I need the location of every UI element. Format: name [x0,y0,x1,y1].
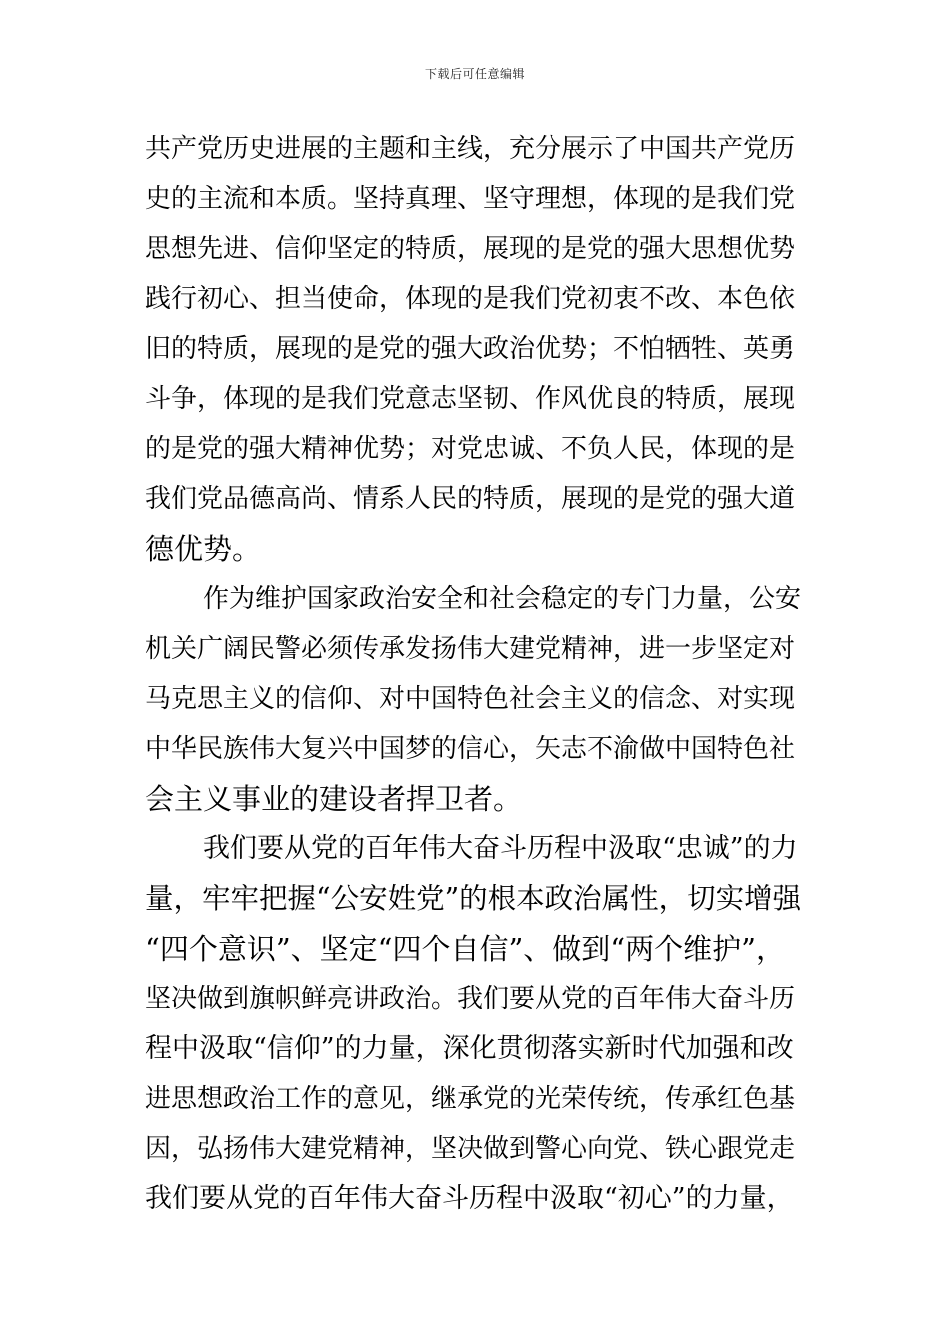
page-header: 下载后可任意编辑 [424,67,525,81]
body-text-line: 量，牢牢把握“公安姓党”的根本政治属性，切实增强 [145,882,802,915]
body-text-line: 史的主流和本质。坚持真理、坚守理想，体现的是我们党 [145,184,796,214]
body-text-line: 旧的特质，展现的是党的强大政治优势；不怕牺牲、英勇 [145,334,796,364]
body-text-line: 的是党的强大精神优势；对党忠诚、不负人民，体现的是 [145,434,796,464]
body-text-line: 因，弘扬伟大建党精神，坚决做到警心向党、铁心跟党走 [145,1134,796,1164]
body-text-line: 斗争，体现的是我们党意志坚韧、作风优良的特质，展现 [145,384,796,414]
body-text-line: 我们要从党的百年伟大奋斗历程中汲取“忠诚”的力 [203,833,798,864]
body-text-line: 程中汲取“信仰”的力量，深化贯彻落实新时代加强和改 [145,1033,794,1064]
body-text-line: 思想先进、信仰坚定的特质，展现的是党的强大思想优势 [145,234,796,264]
body-text-line: “四个意识”、坚定“四个自信”、做到“两个维护”， [145,932,785,966]
body-text-line: 坚决做到旗帜鲜亮讲政治。我们要从党的百年伟大奋斗历 [145,984,796,1014]
body-text-line: 中华民族伟大复兴中国梦的信心，矢志不渝做中国特色社 [145,734,796,764]
body-text-line: 进思想政治工作的意见，继承党的光荣传统，传承红色基 [145,1084,796,1114]
body-text-line: 马克思主义的信仰、对中国特色社会主义的信念、对实现 [145,684,796,714]
body-text-line: 德优势。 [145,532,262,566]
body-text-line: 践行初心、担当使命，体现的是我们党初衷不改、本色依 [145,284,796,314]
body-text-line: 我们党品德高尚、情系人民的特质，展现的是党的强大道 [145,484,796,514]
body-text-line: 共产党历史进展的主题和主线，充分展示了中国共产党历 [145,134,796,164]
body-text-line: 会主义事业的建设者捍卫者。 [145,782,523,816]
body-text-line: 我们要从党的百年伟大奋斗历程中汲取“初心”的力量， [145,1183,794,1214]
body-text-line: 作为维护国家政治安全和社会稳定的专门力量，公安 [203,584,802,614]
body-text-line: 机关广阔民警必须传承发扬伟大建党精神，进一步坚定对 [145,634,796,664]
